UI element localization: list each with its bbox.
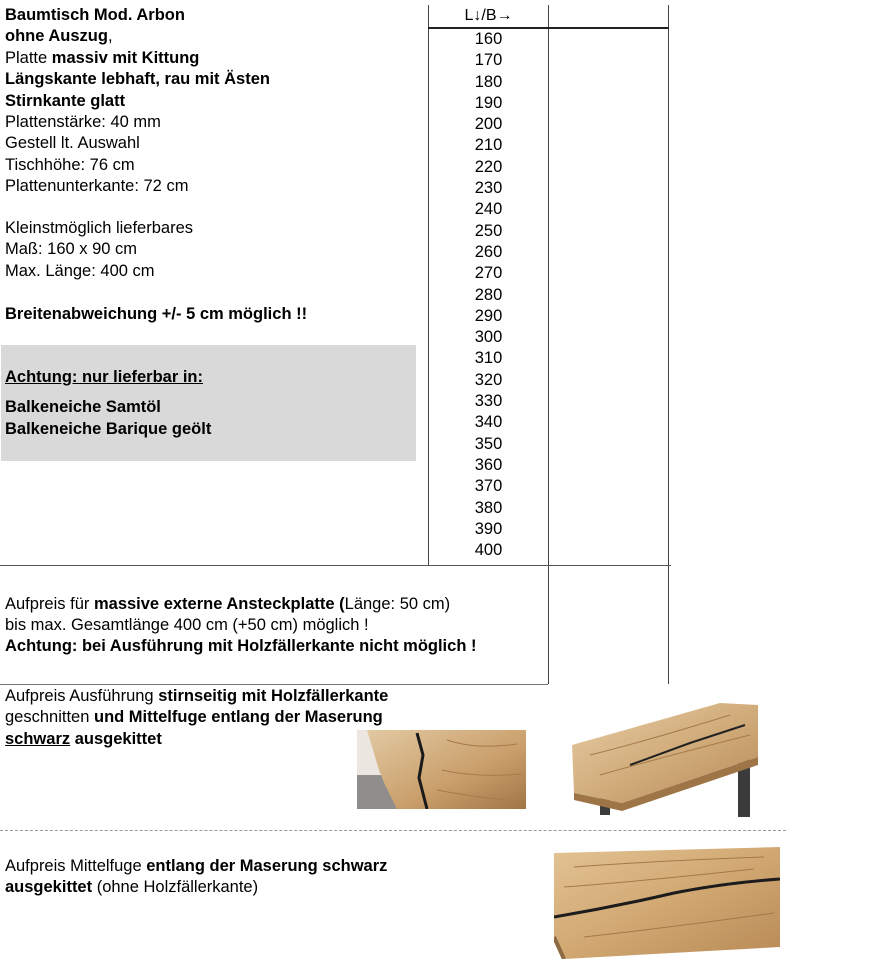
short-edge-spec: Stirnkante glatt: [5, 92, 126, 110]
model-title: Baumtisch Mod. Arbon: [5, 6, 185, 24]
extension-block: Aufpreis für massive externe Ansteckplatte (Länge: 50 cm) bis max. Gesamtlänge 400 cm (+50 cm) möglich ! Achtung: bei Ausführung mit Holzfällerkante nicht möglich !: [5, 595, 477, 655]
length-value: 180: [474, 72, 503, 91]
length-value: 280: [474, 285, 503, 304]
length-value: 240: [474, 200, 503, 219]
notice-heading: Achtung: nur lieferbar in:: [5, 368, 203, 386]
min-size-line2: Maß: 160 x 90 cm: [5, 240, 138, 258]
long-edge-spec: Längskante lebhaft, rau mit Ästen: [5, 70, 270, 88]
length-value: 200: [474, 115, 503, 134]
frame-spec: Gestell lt. Auswahl: [5, 134, 140, 152]
height-spec: Tischhöhe: 76 cm: [5, 156, 135, 174]
table-line-mid: [548, 5, 549, 684]
table-header: L↓/B→: [464, 7, 513, 24]
notice-option-samtoel: Balkeneiche Samtöl: [5, 398, 161, 416]
center-joint-photo: [554, 847, 780, 959]
length-value: 340: [474, 413, 503, 432]
table-line-right: [668, 5, 669, 684]
length-value: 230: [474, 179, 503, 198]
notice-option-barique: Balkeneiche Barique geölt: [5, 420, 212, 438]
length-value: 220: [474, 157, 503, 176]
section-divider-2: [0, 684, 548, 685]
length-value: 170: [474, 51, 503, 70]
length-value: 250: [474, 221, 503, 240]
no-extension-label: ohne Auszug: [5, 27, 108, 45]
underside-spec: Plattenunterkante: 72 cm: [5, 177, 189, 195]
length-value: 400: [474, 541, 503, 560]
length-value: 190: [474, 93, 503, 112]
extension-warning: Achtung: bei Ausführung mit Holzfällerkante nicht möglich !: [5, 637, 477, 655]
max-length: Max. Länge: 400 cm: [5, 262, 155, 280]
length-value: 350: [474, 434, 503, 453]
section-divider-1: [0, 565, 671, 566]
length-value: 310: [474, 349, 503, 368]
spec-block: Baumtisch Mod. Arbon ohne Auszug, Platte massiv mit Kittung Längskante lebhaft, rau mit Ästen Stirnkante glatt Plattenstärke: 40 mm Gestell lt. Auswahl Tischhöhe: 76 cm Plattenunterkante: 72 cm Kleinstmöglich lieferbares Maß: 160 x 90 cm Max. Länge: 400 cm Breitenabweichung +/- 5 cm möglich !!: [5, 6, 308, 323]
width-tolerance-note: Breitenabweichung +/- 5 cm möglich !!: [5, 305, 308, 323]
lumberjack-block: Aufpreis Ausführung stirnseitig mit Holzfällerkante geschnitten und Mittelfuge entlang der Maserung schwarz ausgekittet: [5, 687, 389, 748]
length-value: 160: [474, 30, 503, 48]
length-value: 270: [474, 264, 503, 283]
edge-closeup-photo: [357, 730, 526, 809]
length-value: 260: [474, 242, 503, 261]
min-size-line1: Kleinstmöglich lieferbares: [5, 219, 194, 237]
length-value: 360: [474, 455, 503, 474]
section-divider-3: [0, 830, 786, 831]
centerjoint-block: Aufpreis Mittelfuge entlang der Maserung schwarz ausgekittet (ohne Holzfällerkante): [5, 857, 388, 896]
length-value: 380: [474, 498, 503, 517]
thickness-spec: Plattenstärke: 40 mm: [5, 113, 161, 131]
length-value: 370: [474, 477, 503, 496]
length-value: 390: [474, 519, 503, 538]
table-perspective-photo: [570, 695, 760, 820]
length-value: 300: [474, 328, 503, 347]
availability-notice: [1, 345, 416, 461]
length-value: 320: [474, 370, 503, 389]
length-value: 330: [474, 392, 503, 411]
length-value: 290: [474, 306, 503, 325]
length-value: 210: [474, 136, 503, 155]
length-list: [429, 29, 548, 561]
extension-max-length: bis max. Gesamtlänge 400 cm (+50 cm) möglich !: [5, 616, 369, 634]
